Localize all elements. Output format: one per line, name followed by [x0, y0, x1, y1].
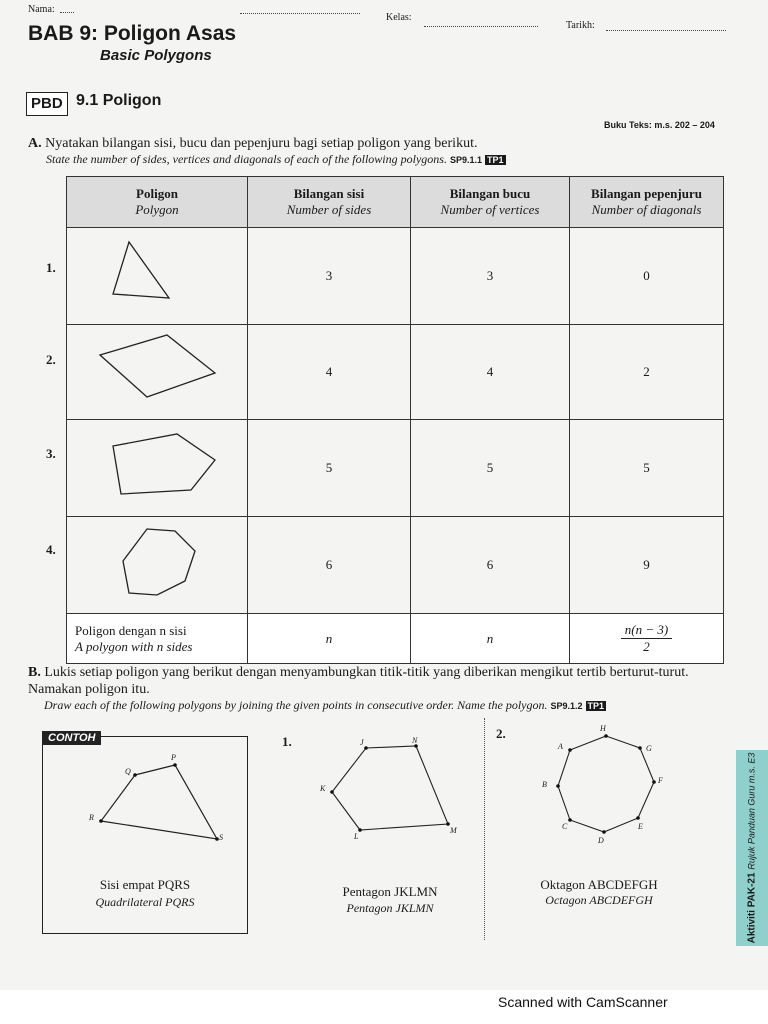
- tarikh-line: [606, 20, 726, 31]
- nama-label: Nama:: [28, 4, 55, 15]
- scanner-watermark: Scanned with CamScanner: [498, 994, 668, 1010]
- point-s: S: [219, 833, 223, 842]
- sides-value: 6: [248, 517, 411, 614]
- row-number-3: 3.: [46, 446, 56, 461]
- point-f: F: [658, 776, 663, 785]
- point-q: Q: [125, 767, 131, 776]
- question-b-text-en-line: [44, 698, 606, 713]
- question-b-text-en: Draw each of the following polygons by joining the given points in consecutive order. Name the polygon.: [44, 698, 548, 712]
- point-a: A: [558, 742, 563, 751]
- question-a-label: A.: [28, 136, 42, 151]
- column-divider: [484, 718, 485, 940]
- tarikh-label: Tarikh:: [566, 20, 595, 31]
- sides-value: 4: [248, 325, 411, 420]
- item-2-caption-en: Octagon ABCDEFGH: [545, 893, 653, 907]
- row-number-1: 1.: [46, 260, 56, 275]
- question-b: [28, 664, 728, 698]
- section-title: 9.1 Poligon: [76, 92, 162, 109]
- question-a-text-ms: Nyatakan bilangan sisi, bucu dan pepenjuru bagi setiap poligon yang berikut.: [45, 136, 478, 151]
- point-e: E: [638, 822, 643, 831]
- question-b-label: B.: [28, 665, 41, 680]
- point-n: N: [412, 736, 418, 745]
- table-row: [67, 228, 724, 325]
- table-row: [67, 420, 724, 517]
- table-row: [67, 325, 724, 420]
- example-caption-en: Quadrilateral PQRS: [95, 895, 195, 909]
- point-j: J: [360, 738, 364, 747]
- kelas-label: Kelas:: [386, 12, 412, 23]
- point-l: L: [354, 832, 359, 841]
- item-1-number: 1.: [282, 734, 292, 749]
- pbd-badge: PBD: [26, 92, 68, 116]
- standard-tag-a: SP9.1.1: [449, 155, 482, 165]
- item-2-caption-ms: Oktagon ABCDEFGH: [540, 877, 658, 892]
- hexagon-shape: [67, 517, 248, 614]
- diagonals-value: 9: [570, 517, 724, 614]
- point-c: C: [562, 822, 568, 831]
- side-tab-text: Aktiviti PAK-21 Rujuk Panduan Guru m.s. E3: [746, 752, 758, 944]
- point-r: R: [89, 813, 94, 822]
- point-h: H: [600, 724, 606, 733]
- nama-line: [60, 2, 74, 13]
- vertices-value: 3: [411, 228, 570, 325]
- nama-line-2: [240, 3, 360, 14]
- triangle-shape: [67, 228, 248, 325]
- vertices-value: 4: [411, 325, 570, 420]
- question-a: [28, 136, 477, 152]
- table-header-row: [67, 177, 724, 228]
- tp-badge-a: TP1: [486, 155, 504, 165]
- polygon-table: [66, 176, 724, 664]
- item-1-caption-en: Pentagon JKLMN: [346, 901, 434, 915]
- table-row: [67, 517, 724, 614]
- row-number-4: 4.: [46, 542, 56, 557]
- point-k: K: [320, 784, 326, 793]
- point-b: B: [542, 780, 547, 789]
- vertices-value: 5: [411, 420, 570, 517]
- vertices-value: 6: [411, 517, 570, 614]
- question-a-text-en-line: [46, 152, 506, 167]
- standard-tag-b: SP9.1.2: [550, 701, 583, 711]
- chapter-subtitle: Basic Polygons: [100, 47, 212, 64]
- point-g: G: [646, 744, 652, 753]
- diagonals-value: 2: [570, 325, 724, 420]
- example-caption-ms: Sisi empat PQRS: [99, 877, 191, 892]
- example-quadrilateral: [43, 737, 247, 857]
- header-diagonals: Bilangan pepenjuru Number of diagonals: [570, 177, 724, 228]
- item-1-caption-ms: Pentagon JKLMN: [342, 884, 438, 899]
- general-diagonals: $\frac{n(n - 3)}{2}$: [570, 614, 724, 664]
- question-a-text-en: State the number of sides, vertices and diagonals of each of the following polygons.: [46, 152, 447, 166]
- chapter-title: BAB 9: Poligon Asas: [28, 22, 237, 45]
- header-sides: Bilangan sisi Number of sides: [248, 177, 411, 228]
- general-polygon: Poligon dengan n sisi A polygon with n sides: [67, 614, 248, 664]
- point-p: P: [171, 753, 176, 762]
- sides-value: 5: [248, 420, 411, 517]
- kelas-line: [424, 16, 538, 27]
- point-d: D: [598, 836, 604, 845]
- header-polygon: Poligon Polygon: [67, 177, 248, 228]
- textbook-reference: Buku Teks: m.s. 202 – 204: [604, 120, 715, 130]
- table-row-general: [67, 614, 724, 664]
- general-vertices: n: [411, 614, 570, 664]
- example-label: CONTOH: [42, 731, 101, 745]
- sides-value: 3: [248, 228, 411, 325]
- pentagon-shape: [67, 420, 248, 517]
- point-m: M: [450, 826, 457, 835]
- tp-badge-b: TP1: [587, 701, 605, 711]
- pentagon-drawing: [320, 734, 470, 844]
- diagonals-value: 5: [570, 420, 724, 517]
- header-vertices: Bilangan bucu Number of vertices: [411, 177, 570, 228]
- example-box: [42, 736, 248, 934]
- diagonals-value: 0: [570, 228, 724, 325]
- quadrilateral-shape: [67, 325, 248, 420]
- item-2-number: 2.: [496, 726, 506, 741]
- question-b-text-ms: Lukis setiap poligon yang berikut dengan menyambungkan titik-titik yang diberikan mengikut tertib berturut-turut. Namakan poligon itu.: [28, 665, 689, 697]
- general-sides: n: [248, 614, 411, 664]
- row-number-2: 2.: [46, 352, 56, 367]
